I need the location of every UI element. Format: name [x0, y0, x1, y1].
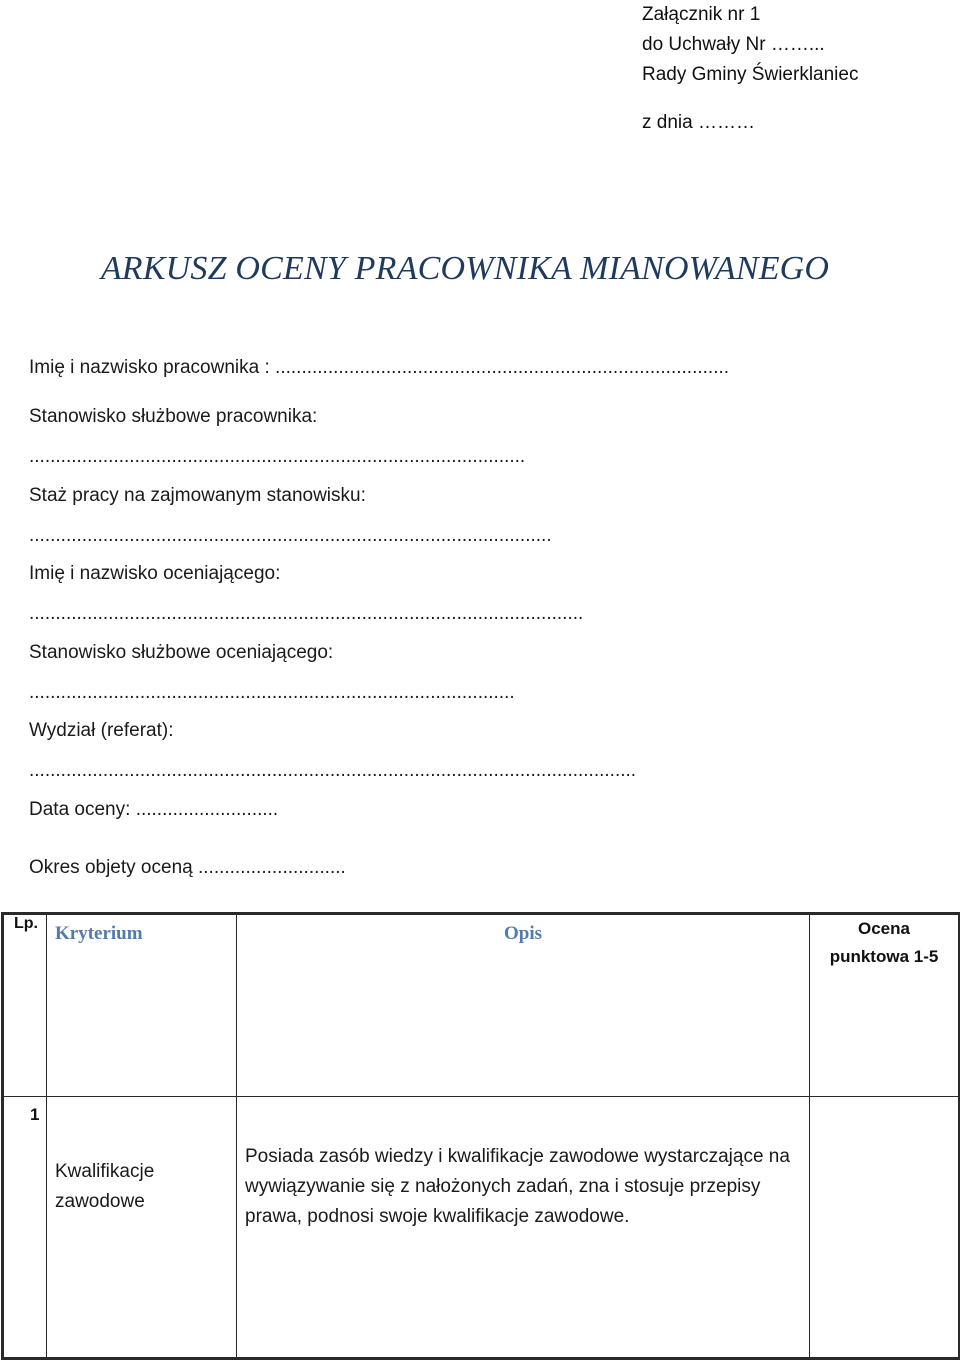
row-number: 1: [3, 1097, 47, 1359]
annex-council: Rady Gminy Świerklaniec: [642, 64, 859, 85]
annex-date: z dnia ………: [642, 112, 755, 133]
assessment-date-value: ...........................: [135, 799, 279, 820]
header-description: Opis: [237, 914, 810, 1097]
period-value: ............................: [197, 857, 346, 878]
annex-number: Załącznik nr 1: [642, 4, 761, 25]
employee-position-label: Stanowisko służbowe pracownika:: [29, 406, 318, 427]
row-description-line2: wywiązywanie się z nałożonych zadań, zna i stosuje przepisy: [245, 1176, 761, 1197]
row-criterion-line2: zawodowe: [55, 1191, 145, 1212]
assessor-name-value: .........................................................................................................: [29, 603, 584, 624]
row-criterion-line1: Kwalifikacje: [55, 1161, 155, 1182]
tenure-label: Staż pracy na zajmowanym stanowisku:: [29, 485, 366, 506]
employee-name-value: ......................................................................................: [275, 357, 730, 378]
assessor-name-field: [29, 561, 583, 627]
header-score-line2: punktowa 1-5: [829, 947, 939, 966]
header-score: [810, 914, 960, 1097]
assessor-position-label: Stanowisko służbowe oceniającego:: [29, 642, 334, 663]
row-score-cell[interactable]: [810, 1097, 960, 1359]
row-criterion: [47, 1097, 237, 1359]
header-score-line1: Ocena: [858, 919, 910, 938]
employee-position-field: [29, 404, 525, 470]
assessor-position-field: [29, 640, 515, 706]
table-row: [3, 1097, 960, 1359]
employee-position-value: ..............................................................................................: [29, 446, 526, 467]
assessment-date-label: Data oceny:: [29, 799, 131, 820]
annex-header: [642, 0, 858, 138]
assessor-name-label: Imię i nazwisko oceniającego:: [29, 563, 281, 584]
row-description-line1: Posiada zasób wiedzy i kwalifikacje zawodowe wystarczające na: [245, 1146, 790, 1167]
department-field: [29, 718, 636, 784]
department-label: Wydział (referat):: [29, 720, 174, 741]
assessment-date-field: [29, 797, 278, 823]
tenure-field: [29, 483, 552, 549]
employee-name-field: [29, 355, 729, 381]
period-field: [29, 855, 346, 881]
document-title: ARKUSZ OCENY PRACOWNIKA MIANOWANEGO: [100, 250, 830, 287]
assessment-table: [1, 912, 960, 1360]
assessor-position-value: ............................................................................................: [29, 682, 515, 703]
tenure-value: ...................................................................................................: [29, 525, 552, 546]
annex-resolution: do Uchwały Nr ……...: [642, 34, 825, 55]
row-description-line3: prawa, podnosi swoje kwalifikacje zawodowe.: [245, 1206, 630, 1227]
employee-name-label: Imię i nazwisko pracownika :: [29, 357, 270, 378]
department-value: ...................................................................................................................: [29, 760, 637, 781]
row-description: [237, 1097, 810, 1359]
period-label: Okres objety oceną: [29, 857, 193, 878]
table-header-row: [3, 914, 960, 1097]
header-criterion: Kryterium: [47, 914, 237, 1097]
header-lp: Lp.: [3, 914, 47, 1097]
